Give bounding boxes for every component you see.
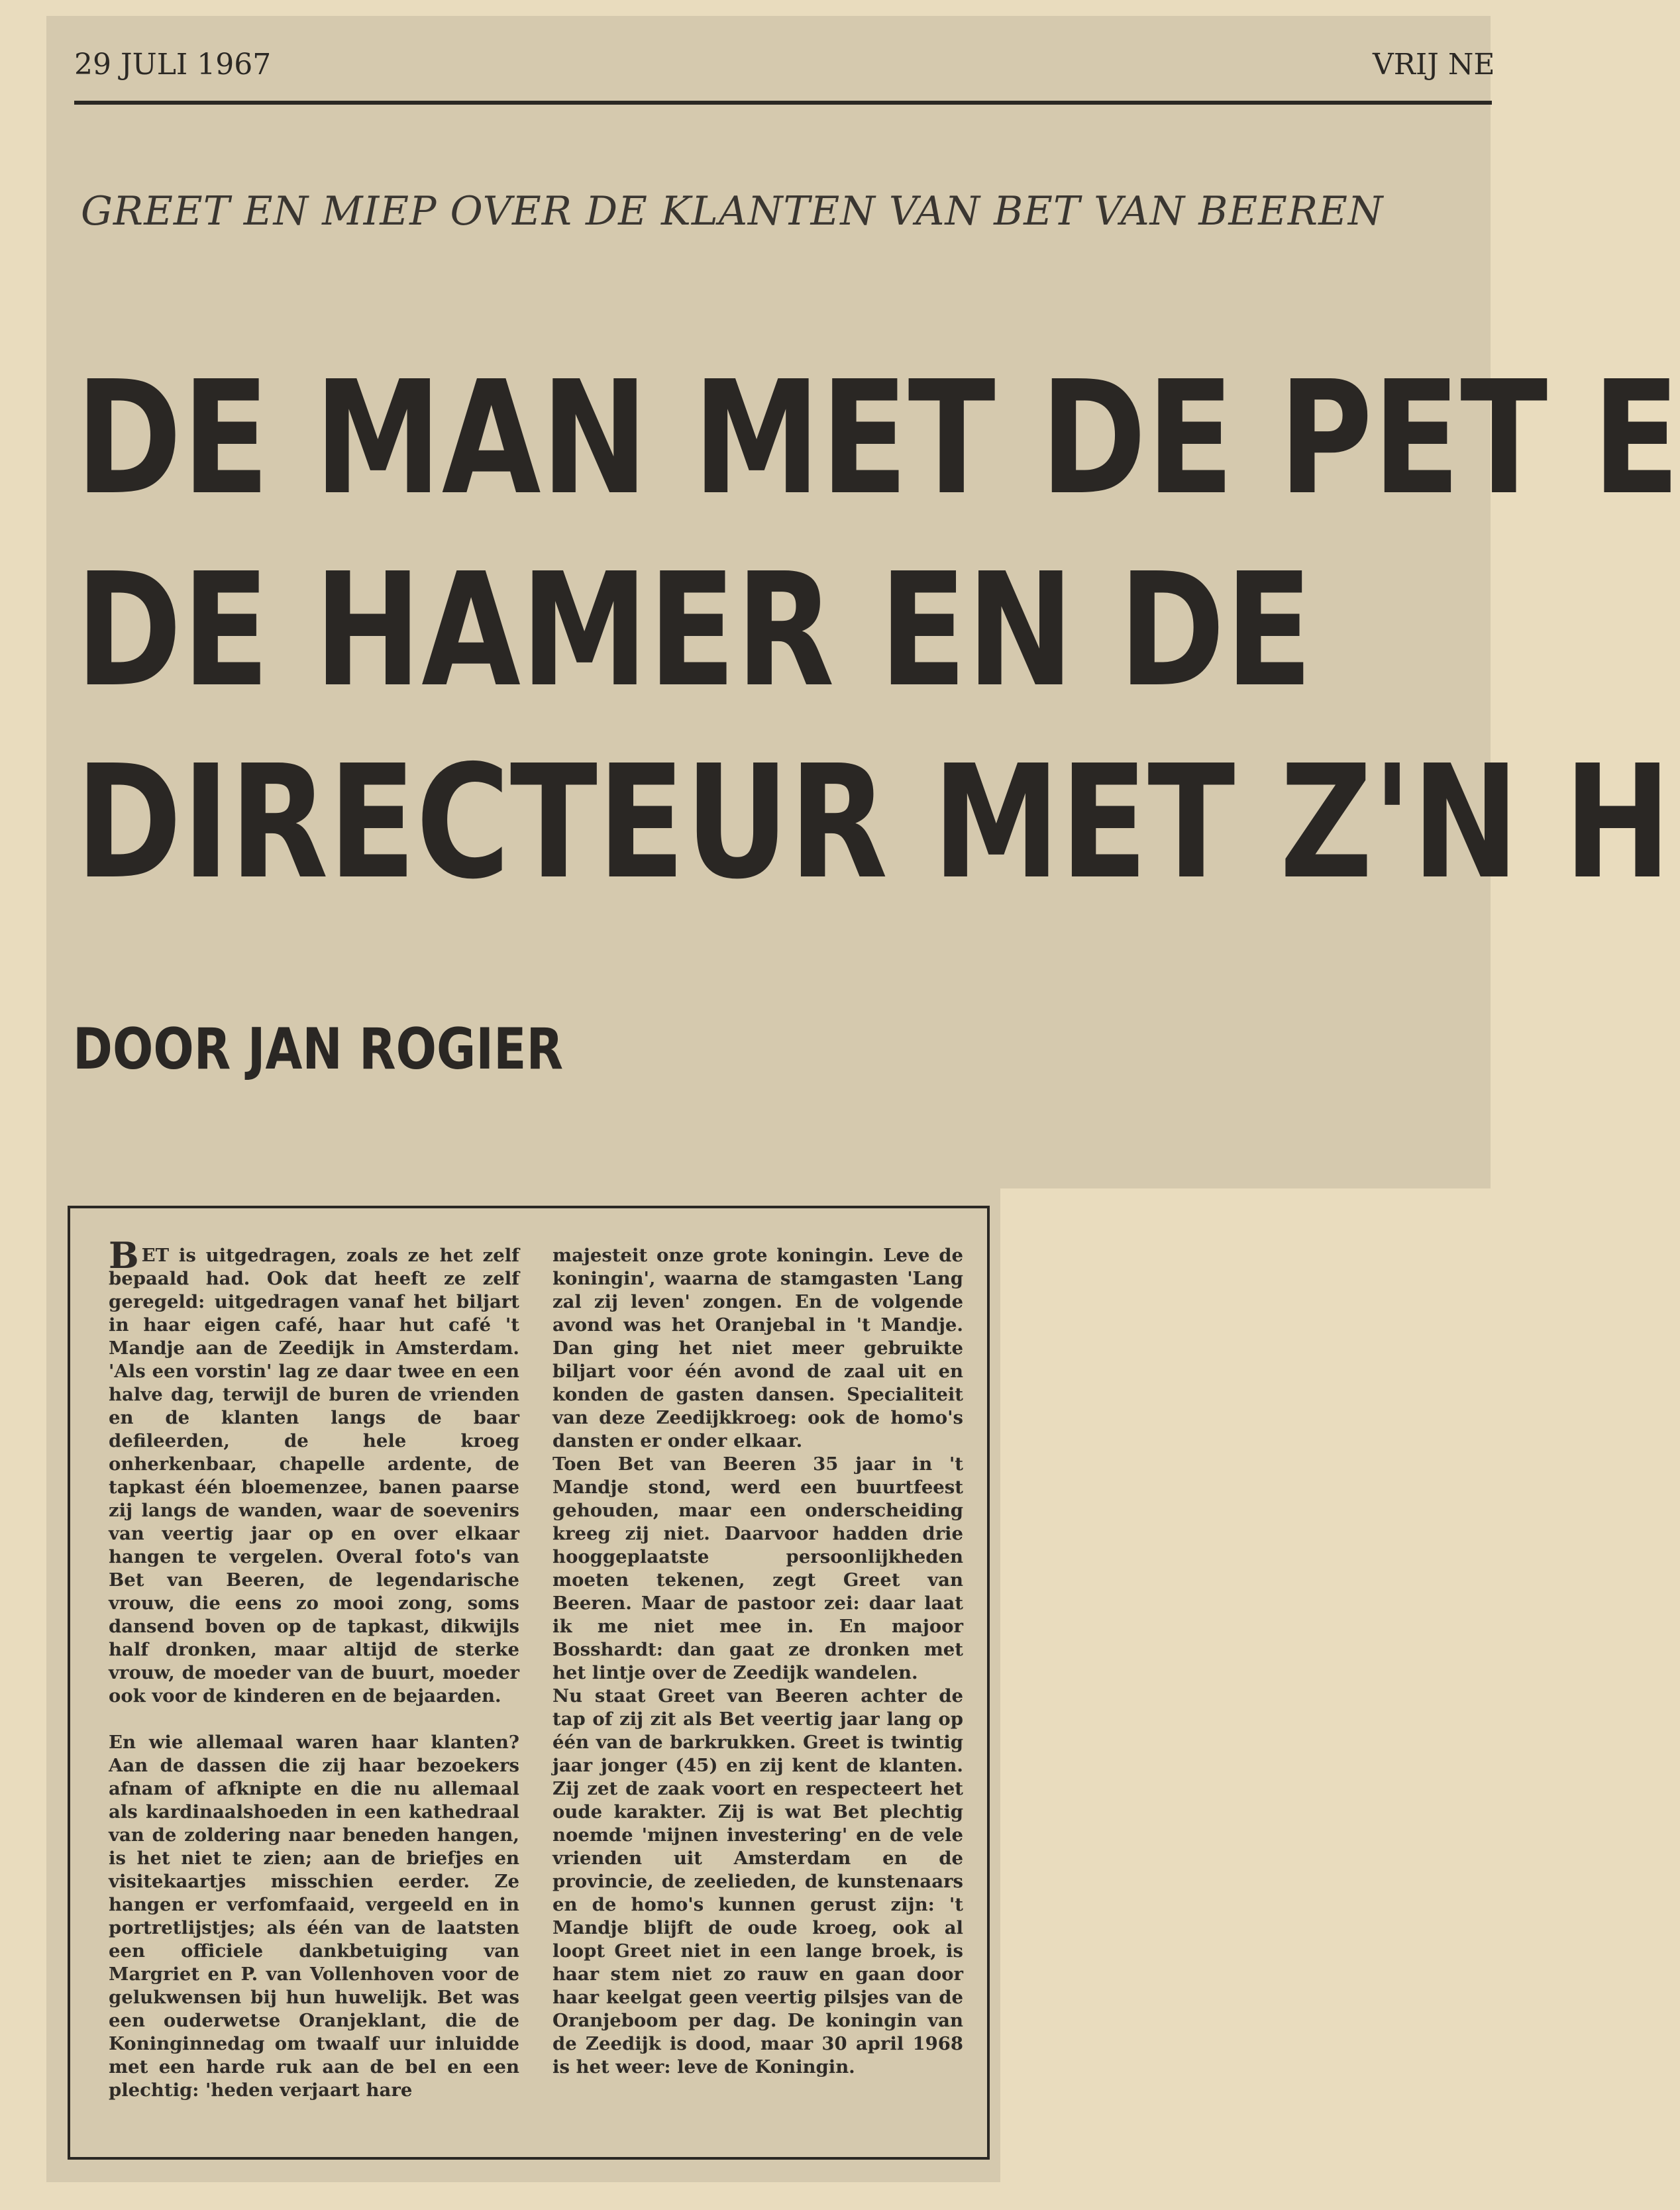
paragraph: Toen Bet van Beeren 35 jaar in 't Mandje stond, werd een buurtfeest gehouden, maar een onderscheiding kreeg zij niet. Daarvoor hadden drie hooggeplaatste persoonlijkheden moeten tekenen, zegt Greet van Beeren. Maar de pastoor zei: daar laat ik me niet mee in. En majoor Bosshardt: dan gaat ze dronken met het lintje over de Zeedijk wandelen. bbox=[552, 1453, 963, 1683]
paragraph-text: ET is uitgedragen, zoals ze het zelf bepaald had. Ook dat heeft ze zelf geregeld: uitgedragen vanaf het biljart in haar eigen café, haar hut café 't Mandje aan de Zeedijk in Amsterdam. 'Als een vorstin' lag ze daar twee en een halve dag, terwijl de buren de vrienden en de klanten langs de baar defileerden, de hele kroeg onherkenbaar, chapelle ardente, de tapkast één bloemenzee, banen paarse zij langs de wanden, waar de soevenirs van veertig jaar op en over elkaar hangen te vergelen. Overal foto's van Bet van Beeren, de legendarische vrouw, die eens zo mooi zong, soms dansend boven op de tapkast, dikwijls half dronken, maar altijd de sterke vrouw, de moeder van de buurt, moeder ook voor de kinderen en de bejaarden. bbox=[109, 1245, 519, 1707]
article-column-1 bbox=[109, 1234, 519, 2102]
headline-line-1: DE MAN MET DE PET E bbox=[76, 347, 1680, 529]
masthead-rule bbox=[74, 101, 1492, 105]
drop-cap: B bbox=[109, 1234, 139, 1277]
byline: DOOR JAN ROGIER bbox=[73, 1016, 564, 1082]
article-box bbox=[68, 1206, 990, 2160]
headline-line-3: DIRECTEUR MET Z'N H bbox=[76, 731, 1671, 914]
paragraph: En wie allemaal waren haar klanten? Aan de dassen die zij haar bezoekers afnam of afknipte en die nu allemaal als kardinaalshoeden in een kathedraal van de zoldering naar beneden hangen, is het niet te zien; aan de briefjes en visitekaartjes misschien eerder. Ze hangen er verfomfaaid, vergeeld en in portretlijstjes; als één van de laatsten een officiele dankbetuiging van Margriet en P. van Vollenhoven voor de gelukwensen bij hun huwelijk. Bet was een ouderwetse Oranjeklant, die de Koninginnedag om twaalf uur inluidde met een harde ruk aan de bel en een plechtig: 'heden verjaart hare bbox=[109, 1732, 519, 2101]
paragraph: Nu staat Greet van Beeren achter de tap of zij zit als Bet veertig jaar lang op één van de barkrukken. Greet is twintig jaar jonger (45) en zij kent de klanten. Zij zet de zaak voort en respecteert het oude karakter. Zij is wat Bet plechtig noemde 'mijnen investering' en de vele vrienden uit Amsterdam en de provincie, de zeelieden, de kunstenaars en de homo's kunnen gerust zijn: 't Mandje blijft de oude kroeg, ook al loopt Greet niet in een lange broek, is haar stem niet zo rauw en gaan door haar keelgat geen veertig pilsjes van de Oranjeboom per dag. De koningin van de Zeedijk is dood, maar 30 april 1968 is het weer: leve de Koningin. bbox=[552, 1685, 963, 2078]
masthead-date: 29 JULI 1967 bbox=[74, 48, 272, 81]
paragraph bbox=[109, 1234, 519, 1708]
headline-line-2: DE HAMER EN DE bbox=[76, 539, 1313, 721]
paragraph: majesteit onze grote koningin. Leve de koningin', waarna de stamgasten 'Lang zal zij leven' zongen. En de volgende avond was het Oranjebal in 't Mandje. Dan ging het niet meer gebruikte biljart voor één avond de zaal uit en konden de gasten dansen. Specialiteit van deze Zeedijkkroeg: ook de homo's dansten er onder elkaar. bbox=[552, 1245, 963, 1451]
masthead-paper-name: VRIJ NE bbox=[1373, 48, 1495, 81]
masthead bbox=[74, 48, 1495, 87]
clipping-lower bbox=[46, 1188, 1000, 2182]
clipping-upper bbox=[46, 16, 1680, 1188]
article-column-2 bbox=[552, 1244, 963, 2079]
kicker: GREET EN MIEP OVER DE KLANTEN VAN BET VAN BEEREN bbox=[81, 188, 1384, 235]
